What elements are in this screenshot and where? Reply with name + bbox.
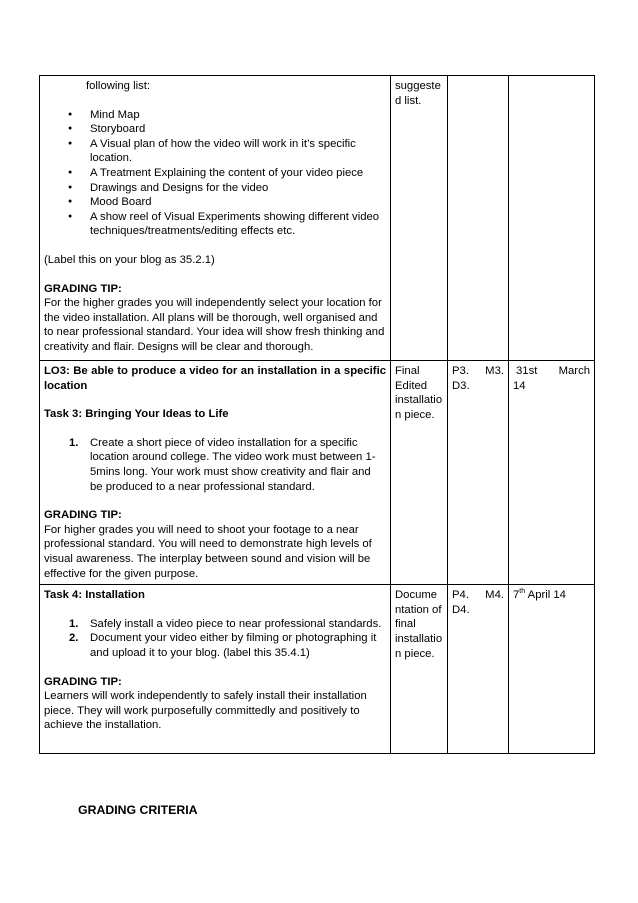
task-cell [40, 76, 391, 361]
criteria-distinction: D4. [452, 603, 470, 616]
list-item: ● Mind Map [44, 108, 386, 123]
list-item: ● Drawings and Designs for the video [44, 181, 386, 196]
task-steps [44, 617, 386, 661]
evidence-text: suggeste d list. [395, 80, 441, 107]
deadline-month: March [558, 365, 590, 377]
grading-tip-heading: GRADING TIP: [44, 282, 122, 295]
evidence-text: Final Edited installatio n piece. [395, 365, 443, 421]
blog-label-note: (Label this on your blog as 35.2.1) [44, 253, 215, 266]
list-item: 2. Document your video either by filming or photographing it and upload it to your blog. (label this 35.4.1) [69, 632, 377, 659]
criteria-cell [448, 76, 509, 361]
assignment-table [39, 75, 595, 754]
grading-tip-text: For higher grades you will need to shoot your footage to a near professional standard. You will need to demonstrate high levels of visual awareness. The interplay between sound and vision will be effective for the given purpose. [44, 523, 372, 580]
grading-tip-text: For the higher grades you will independently select your location for the video installation. All plans will be thorough, well organised and to near professional standard. Your idea will show fresh thinking and creativity and flair. Designs will be clear and thorough. [44, 297, 385, 353]
criteria-merit: M4. [485, 589, 504, 602]
criteria-cell [448, 361, 509, 585]
criteria-cell [448, 585, 509, 754]
deadline-ordinal: th [519, 588, 526, 596]
task-heading: Task 3: Bringing Your Ideas to Life [44, 408, 229, 421]
list-item: 1. Create a short piece of video installation for a specific location around college. The video work must between 1-5mins long. Your work must show creativity and flair and be produced to a near professional standard. [69, 436, 376, 493]
evidence-bullet-list [44, 108, 386, 239]
task-cell [40, 361, 391, 585]
grading-tip-heading: GRADING TIP: [44, 675, 122, 688]
deadline-day: 31st [516, 365, 538, 377]
deadline-day: 7 [513, 589, 520, 602]
criteria-pass: P4. [452, 589, 469, 602]
date-cell [509, 361, 595, 585]
evidence-cell [391, 585, 448, 754]
grading-tip-text: Learners will work independently to safely install their installation piece. They will work purposefully committedly and positively to achieve the installation. [44, 690, 367, 732]
date-cell [509, 585, 595, 754]
deadline-year: 14 [513, 379, 526, 392]
task-heading: Task 4: Installation [44, 589, 145, 602]
grading-tip-heading: GRADING TIP: [44, 509, 122, 522]
list-item: ● Mood Board [44, 195, 386, 210]
criteria-distinction: D3. [452, 379, 470, 392]
criteria-merit: M3. [485, 365, 504, 377]
list-item: 1. Safely install a video piece to near professional standards. [69, 617, 382, 630]
list-intro: following list: [86, 80, 151, 92]
grading-criteria-heading: GRADING CRITERIA [78, 803, 198, 817]
list-item: ● Storyboard [44, 122, 386, 137]
task-cell [40, 585, 391, 754]
evidence-cell [391, 76, 448, 361]
evidence-text: Docume ntation of final installatio n piece. [395, 589, 443, 660]
table-row [40, 585, 595, 754]
list-item: ● A show reel of Visual Experiments showing different video techniques/treatments/editing effects etc. [44, 210, 386, 239]
task-steps [44, 436, 386, 494]
learning-outcome-heading: LO3: Be able to produce a video for an installation in a specific location [44, 365, 386, 392]
criteria-pass: P3. [452, 365, 469, 377]
table-row [40, 76, 595, 361]
date-cell [509, 76, 595, 361]
list-item: ● A Visual plan of how the video will work in it’s specific location. [44, 137, 386, 166]
evidence-cell [391, 361, 448, 585]
deadline-month-year: April 14 [525, 589, 566, 602]
list-item: ● A Treatment Explaining the content of your video piece [44, 166, 386, 181]
table-row [40, 361, 595, 585]
